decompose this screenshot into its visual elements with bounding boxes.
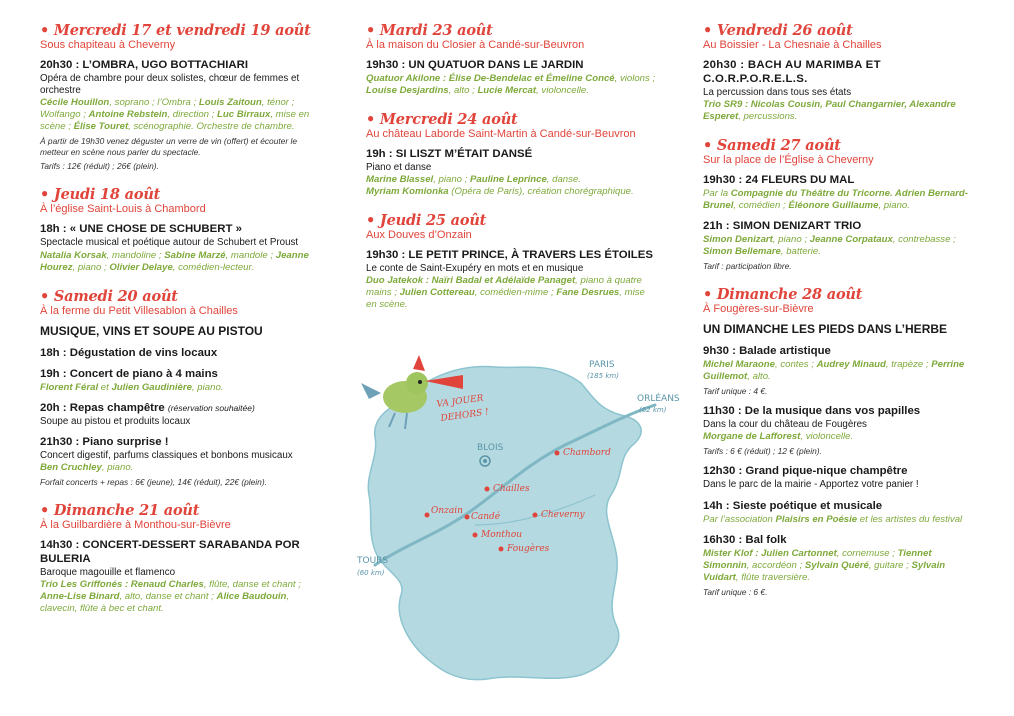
event-venue: À la maison du Closier à Candé-sur-Beuvron — [366, 39, 585, 51]
artist-role: , mise en scène ; — [40, 109, 310, 133]
event-venue: À la ferme du Petit Villesablon à Chailles — [40, 304, 238, 317]
item-artists — [40, 462, 312, 474]
item-description: Concert digestif, parfums classiques et bonbons musicaux — [40, 449, 293, 461]
event-date: • Mercredi 17 et vendredi 19 août — [40, 22, 311, 39]
artist-role: , cornemuse ; — [836, 547, 898, 559]
orleans-distance: (62 km) — [639, 406, 667, 414]
town-marker — [473, 533, 478, 538]
item-artists — [703, 548, 979, 584]
event-artists — [366, 73, 658, 97]
event-sun28 — [703, 286, 979, 597]
item-title: 19h30 : 24 FLEURS DU MAL — [703, 174, 855, 187]
event-venue: Au Boissier - La Chesnaie à Chailles — [703, 39, 882, 51]
artist-name: Tiennet Simonnin — [703, 547, 932, 571]
event-artists — [40, 250, 312, 274]
town-marker — [465, 515, 470, 520]
event-date: • Jeudi 18 août — [40, 186, 161, 204]
event-date: • Samedi 20 août — [40, 287, 178, 305]
artist-role: , clavecin, flûte à bec et chant. — [40, 591, 290, 615]
artist-role: , violoncelle. — [800, 431, 854, 443]
town-fougeres: Fougères — [507, 544, 550, 554]
event-thu25 — [366, 212, 658, 311]
city-paris: PARIS — [589, 360, 615, 370]
event-date: • Jeudi 25 août — [366, 212, 487, 230]
event-description: Baroque magouille et flamenco — [40, 567, 176, 579]
artist-role: , piano. — [191, 381, 224, 393]
event-wed17-fri19 — [40, 22, 312, 172]
artist-name: Ben Cruchley — [40, 462, 102, 474]
town-cande: Candé — [471, 512, 501, 522]
item-artists — [703, 514, 979, 526]
artist-role: Par la — [703, 188, 731, 200]
artist-role: , violoncelle. — [536, 85, 589, 96]
artist-name: Lucie Mercat — [477, 85, 537, 96]
event-title: 20h30 : L’OMBRA, UGO BOTTACHIARI — [40, 59, 248, 71]
artist-name: Quatuor Akilone : Élise De-Bendelac et Émeline Concé — [366, 73, 615, 84]
event-artists — [703, 99, 979, 123]
artist-role: , piano ; — [772, 234, 810, 246]
city-blois: BLOIS — [477, 443, 504, 453]
artist-role: , alto ; — [448, 85, 478, 96]
event-sat20 — [40, 288, 312, 488]
event-date: • Dimanche 21 août — [40, 502, 200, 520]
item-title: 14h : Sieste poétique et musicale — [703, 499, 883, 512]
item-artists — [703, 431, 979, 443]
event-artists — [40, 97, 312, 133]
artist-name: Perrine Guillemot — [703, 359, 965, 383]
artist-role: , piano ; — [72, 261, 110, 273]
item-description: Soupe au pistou et produits locaux — [40, 415, 191, 427]
artist-name: Trio SR9 : Nicolas Cousin, Paul Changarnier, Alexandre Esperet — [703, 99, 956, 123]
program-item — [40, 435, 312, 474]
event-price: Tarifs : 12€ (réduit) ; 26€ (plein). — [40, 161, 159, 172]
artist-role: , comédien-mime ; — [474, 287, 557, 299]
event-date: • Dimanche 28 août — [703, 286, 863, 304]
artist-role: , flûte traversière. — [735, 571, 811, 583]
event-date: • Mercredi 24 août — [366, 111, 518, 128]
program-item — [40, 367, 312, 394]
artist-name: Fane Desrues — [556, 287, 620, 299]
event-description: Spectacle musical et poétique autour de Schubert et Proust — [40, 237, 299, 249]
artist-name: Antoine Rebstein — [88, 109, 168, 121]
artist-role: , piano ; — [433, 174, 471, 186]
program-item — [703, 533, 979, 598]
item-title: 11h30 : De la musique dans vos papilles — [703, 405, 921, 418]
item-title-text: 20h : Repas champêtre — [40, 401, 168, 414]
item-title: 21h : SIMON DENIZART TRIO — [703, 220, 862, 233]
event-venue: Aux Douves d’Onzain — [366, 229, 472, 242]
item-price: Tarif unique : 4 €. — [703, 386, 768, 397]
artist-name: Sylvain Vuidart — [703, 559, 946, 583]
event-price: Tarif : participation libre. — [703, 261, 792, 272]
artist-name: Louise Desjardins — [366, 85, 449, 96]
item-artists — [40, 382, 312, 394]
event-title: 19h30 : LE PETIT PRINCE, À TRAVERS LES ÉTOILES — [366, 249, 653, 262]
paris-distance: (185 km) — [587, 372, 619, 380]
item-title-note: (réservation souhaitée) — [167, 402, 255, 413]
event-note: À partir de 19h30 venez déguster un verre de vin (offert) et écouter le metteur en scène nous parler du spectacle. — [40, 136, 297, 158]
artist-name: Élise Touret — [73, 121, 129, 133]
item-artists — [703, 188, 979, 212]
artist-role: et les artistes du festival — [857, 513, 963, 525]
event-venue: Sur la place de l’Église à Cheverny — [703, 154, 874, 167]
artist-name: Morgane de Lafforest — [703, 431, 801, 443]
item-price: Tarif unique : 6 €. — [703, 586, 768, 597]
town-marker — [499, 547, 504, 552]
town-chambord: Chambord — [563, 448, 611, 458]
event-description: Le conte de Saint-Exupéry en mots et en musique — [366, 263, 584, 275]
region-map — [355, 345, 680, 690]
artist-role: , violons ; — [614, 73, 656, 84]
item-title: 21h30 : Piano surprise ! — [40, 435, 169, 448]
event-thu18 — [40, 186, 312, 273]
artist-role: , accordéon ; — [746, 559, 805, 571]
event-description: Piano et danse — [366, 162, 432, 173]
program-item — [703, 464, 979, 491]
artist-role: , trapèze ; — [885, 359, 932, 371]
artist-role: , soprano ; l’Ombra ; — [109, 97, 199, 109]
item-description: Dans le parc de la mairie - Apportez votre panier ! — [703, 479, 919, 491]
artist-role: , guitare ; — [868, 559, 912, 571]
artist-name: Michel Maraone — [703, 359, 775, 371]
artist-name: Sabine Marzé — [164, 249, 226, 261]
town-monthou: Monthou — [481, 530, 523, 540]
town-onzain: Onzain — [431, 506, 463, 516]
event-title: 19h : SI LISZT M’ÉTAIT DANSÉ — [366, 148, 533, 160]
artist-role: , flûte, danse et chant ; — [203, 579, 301, 591]
artist-name: Audrey Minaud — [816, 359, 886, 371]
column-middle — [366, 22, 658, 325]
artist-name: Éléonore Guillaume — [788, 200, 879, 212]
column-right — [703, 22, 979, 612]
event-price: Forfait concerts + repas : 6€ (jeune), 14€ (réduit), 22€ (plein). — [40, 477, 267, 488]
event-date: • Mardi 23 août — [366, 22, 493, 39]
artist-role: , batterie. — [780, 246, 821, 258]
artist-name: Luc Birraux — [217, 109, 271, 121]
event-heading: MUSIQUE, VINS ET SOUPE AU PISTOU — [40, 323, 263, 338]
event-date: • Samedi 27 août — [703, 137, 841, 155]
artist-role: , scénographie. Orchestre de chambre. — [128, 121, 295, 133]
event-heading: UN DIMANCHE LES PIEDS DANS L’HERBE — [703, 322, 948, 337]
event-title: 19h30 : UN QUATUOR DANS LE JARDIN — [366, 59, 584, 71]
artist-name: Simon Denizart — [703, 234, 773, 246]
town-chailles: Chailles — [493, 484, 530, 494]
artist-name: Trio Les Griffonés : Renaud Charles — [40, 579, 204, 591]
artist-name: Natalia Korsak — [40, 249, 107, 261]
item-description: Dans la cour du château de Fougères — [703, 419, 867, 431]
event-artists — [366, 275, 658, 311]
event-venue: À la Guilbardière à Monthou-sur-Bièvre — [40, 519, 231, 532]
artist-name: Anne-Lise Binard — [40, 591, 120, 603]
artist-name: Adrien Bernard-Brunel — [703, 188, 968, 212]
blois-marker-dot — [483, 459, 487, 463]
event-artists — [366, 174, 658, 198]
artist-name: Louis Zaitoun — [198, 97, 262, 109]
artist-role: et — [98, 381, 112, 393]
town-marker — [485, 487, 490, 492]
artist-name: Mister Klof : Julien Cartonnet — [703, 547, 837, 559]
artist-name: Olivier Delaye — [109, 261, 173, 273]
program-item — [703, 344, 979, 397]
program-item — [703, 173, 979, 212]
town-marker — [425, 513, 430, 518]
event-sat27 — [703, 137, 979, 272]
event-venue: À Fougères-sur-Bièvre — [703, 303, 814, 316]
town-marker — [533, 513, 538, 518]
program-item — [703, 499, 979, 526]
artist-role: (Opéra de Paris), création chorégraphique. — [448, 186, 634, 198]
item-price: Tarifs : 6 € (réduit) ; 12 € (plein). — [703, 446, 822, 457]
town-marker — [555, 451, 560, 456]
item-title: 9h30 : Balade artistique — [703, 345, 831, 358]
artist-role: , danse. — [546, 174, 581, 186]
artist-name: Jeanne Corpataux — [809, 234, 893, 246]
item-title: 16h30 : Bal folk — [703, 533, 787, 546]
artist-name: Duo Jatekok : Naïri Badal et Adélaïde Panaget — [366, 275, 576, 287]
artist-role: , piano à quatre mains ; — [366, 275, 642, 299]
association-name: Plaisirs en Poésie — [775, 513, 858, 525]
event-sun21 — [40, 502, 312, 615]
artist-role: , mandole ; — [225, 249, 276, 261]
item-artists — [703, 234, 979, 258]
town-cheverny: Cheverny — [541, 510, 585, 520]
event-title: 18h : « UNE CHOSE DE SCHUBERT » — [40, 223, 242, 236]
item-title: 12h30 : Grand pique-nique champêtre — [703, 465, 908, 478]
event-wed24 — [366, 111, 658, 198]
artist-role: , comédien ; — [733, 200, 789, 212]
program-item — [703, 404, 979, 457]
event-venue: Au château Laborde Saint-Martin à Candé-sur-Beuvron — [366, 128, 636, 140]
artist-name: Alice Baudouin — [216, 591, 287, 603]
artist-role: , piano. — [101, 462, 134, 474]
city-tours: TOURS — [357, 556, 389, 566]
event-title: 14h30 : CONCERT-DESSERT SARABANDA POR BULERIA — [40, 539, 300, 566]
event-venue: Sous chapiteau à Cheverny — [40, 39, 176, 51]
artist-role: Par l’association — [703, 513, 776, 525]
artist-name: Julien Cottereau — [399, 287, 475, 299]
event-artists — [40, 579, 312, 615]
event-description: La percussion dans tous ses états — [703, 87, 852, 98]
column-left — [40, 22, 312, 629]
artist-name: Sylvain Quéré — [804, 559, 869, 571]
artist-role: , contes ; — [774, 359, 817, 371]
artist-name: Cécile Houillon — [40, 97, 110, 109]
artist-role: , mandoline ; — [106, 249, 165, 261]
event-fri26 — [703, 22, 979, 123]
program-item — [40, 401, 312, 428]
artist-name: Jeanne Hourez — [40, 249, 309, 273]
artist-role: , contrebasse ; — [892, 234, 956, 246]
artist-role: , alto, danse et chant ; — [119, 591, 217, 603]
artist-role: , ténor ; Wolfango ; — [40, 97, 295, 121]
event-date: • Vendredi 26 août — [703, 22, 853, 39]
event-title: 20h30 : BACH AU MARIMBA ET C.O.R.P.O.R.E.L.S. — [703, 59, 881, 85]
item-title: 18h : Dégustation de vins locaux — [40, 346, 218, 359]
bird-slogan-line1: VA JOUER — [436, 393, 485, 410]
tours-distance: (60 km) — [357, 569, 385, 577]
city-orleans: ORLÉANS — [637, 394, 680, 404]
event-venue: À l’église Saint-Louis à Chambord — [40, 203, 206, 216]
artist-role: , alto. — [747, 371, 771, 383]
bird-slogan-line2: DEHORS ! — [440, 407, 490, 424]
program-item — [40, 346, 312, 360]
artist-role: , percussions. — [738, 111, 798, 123]
item-title: 19h : Concert de piano à 4 mains — [40, 367, 218, 380]
item-title — [40, 401, 312, 415]
artist-role: , piano. — [878, 200, 910, 212]
artist-name: Myriam Komionka — [366, 186, 449, 198]
artist-name: Pauline Leprince — [470, 174, 547, 186]
company-name: Compagnie du Théâtre du Tricorne. — [730, 188, 893, 200]
artist-name: Julien Gaudinière — [111, 381, 192, 393]
item-artists — [703, 359, 979, 383]
artist-name: Simon Bellemare — [703, 246, 781, 258]
artist-role: , comédien-lecteur. — [172, 261, 255, 273]
artist-name: Florent Féral — [40, 381, 99, 393]
program-item — [703, 219, 979, 272]
event-description: Opéra de chambre pour deux solistes, chœur de femmes et orchestre — [40, 73, 300, 97]
artist-role: , direction ; — [167, 109, 218, 121]
artist-name: Marine Blassel — [366, 174, 434, 186]
artist-role: , mise en scène. — [366, 287, 645, 311]
event-tue23 — [366, 22, 658, 97]
